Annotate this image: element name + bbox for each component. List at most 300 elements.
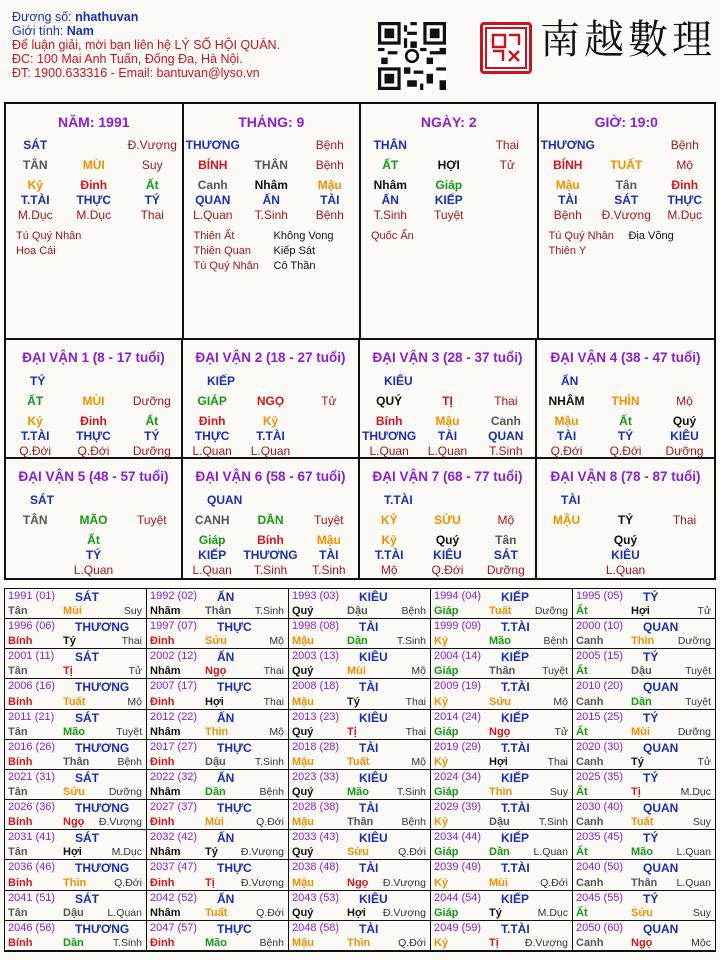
year-ts: T.Sinh (396, 635, 426, 648)
contact-line: Để luận giải, mời bạn liên hệ LÝ SỐ HỘI QUÁN. (12, 38, 281, 52)
pillar-row (6, 158, 182, 172)
pillar-chi: HỢI (437, 158, 460, 172)
year-label: 2001 (11) (8, 650, 55, 663)
year-label: 1994 (04) (434, 590, 482, 602)
year-chi: Ngọ (631, 936, 653, 949)
year-cell (573, 770, 715, 800)
dai-van-ts: Tuyệt (314, 513, 344, 527)
year-ten-god: THỰC (217, 921, 252, 936)
year-chi: Mùi (347, 665, 366, 678)
year-ts: Thai (547, 755, 568, 768)
pillar-star: Địa Võng (628, 230, 674, 242)
year-can: Mậu (292, 695, 314, 708)
dai-van-hidden-ts: Q.Đới (609, 444, 642, 458)
year-chi: Dậu (631, 665, 652, 678)
year-chi: Tuất (347, 755, 370, 768)
dai-van-hidden-can: Giáp (198, 533, 226, 547)
year-label: 2002 (12) (150, 650, 198, 663)
year-ten-god: KIẾP (501, 650, 530, 665)
pillar-row (6, 394, 181, 408)
year-ten-god: KIÊU (359, 770, 388, 785)
year-ts: Thai (263, 695, 284, 708)
year-can: Kỷ (434, 876, 449, 889)
dai-van-title: ĐẠI VẬN 8 (78 - 87 tuổi) (550, 469, 701, 484)
pillar-title: NĂM: 1991 (57, 114, 130, 130)
dai-van-hidden-can: Bính (375, 414, 403, 428)
year-chi: Tuất (63, 695, 86, 708)
pillar-row (360, 444, 535, 458)
pillar-row (6, 178, 182, 192)
year-cell (5, 830, 147, 860)
year-can: Bính (8, 635, 33, 648)
year-can: Nhâm (150, 786, 181, 799)
year-can: Nhâm (150, 906, 181, 919)
year-cell (5, 589, 147, 619)
year-ten-god: TÝ (643, 650, 659, 665)
dai-van-hidden-can: Tân (495, 533, 517, 547)
yearly-luck-table (4, 588, 716, 952)
dai-van-can: TÂN (22, 513, 48, 527)
year-cell (289, 921, 431, 951)
pillar-hidden-ts: M.Dục (17, 208, 53, 222)
dai-van-hidden-ts: Q.Đới (77, 444, 110, 458)
pillar-row (360, 548, 535, 562)
phone-email-line: ĐT: 1900.633316 - Email: bantuvan@lyso.vn (12, 66, 260, 80)
dai-van-hidden-ts: L.Quan (427, 444, 468, 458)
year-ten-god: ẤN (217, 891, 235, 906)
year-chi: Thìn (63, 876, 87, 889)
pillar-hidden-ts (478, 208, 537, 222)
year-chi: Tị (205, 876, 215, 889)
year-can: Kỷ (434, 635, 449, 648)
year-ts: L.Quan (533, 846, 568, 859)
year-label: 2039 (49) (434, 861, 482, 874)
year-label: 2011 (21) (8, 710, 55, 723)
dai-van-hidden-ts: Q.Đới (550, 444, 583, 458)
year-ten-god: KIÊU (359, 590, 388, 604)
pillar-hidden-can: Nhâm (254, 178, 288, 192)
year-cell (573, 921, 715, 951)
year-ten-god: ẤN (217, 650, 235, 665)
year-chi: Mão (63, 725, 85, 738)
dai-van-can: QUÝ (376, 394, 403, 408)
dai-van-hidden-ts: Q.Đới (431, 563, 464, 577)
year-ten-god: THỰC (217, 680, 252, 695)
year-chi: Dần (489, 846, 510, 859)
year-ten-god: QUAN (643, 921, 679, 936)
year-cell (5, 891, 147, 921)
year-ten-god: THỰC (217, 801, 252, 816)
year-chi: Tuất (205, 906, 228, 919)
pillar-chi: THÂN (254, 158, 288, 172)
dai-van-chi: DẦN (257, 513, 284, 527)
pillar-tt-top-right: Bệnh (670, 138, 699, 152)
year-chi: Tý (347, 695, 360, 708)
spacer (597, 138, 656, 152)
pillar-star: Hoa Cái (16, 245, 56, 257)
year-ten-god: KIẾP (501, 831, 530, 846)
year-can: Canh (576, 936, 604, 949)
dai-van-hidden-ts: Dưỡng (132, 444, 171, 458)
year-label: 2007 (17) (150, 680, 198, 693)
year-ten-god: TÝ (643, 710, 659, 725)
year-can: Nhâm (150, 846, 181, 859)
year-can: Quý (292, 665, 314, 678)
pillar-hidden-tt: ẤN (262, 193, 280, 207)
year-can: Canh (576, 635, 604, 648)
dai-van-hidden-tt: THƯƠNG (362, 429, 417, 443)
year-ten-god: QUAN (643, 740, 679, 755)
year-ts: Mộ (269, 725, 284, 738)
year-can: Bính (8, 816, 33, 829)
year-can: Giáp (434, 846, 459, 859)
dai-van-title: ĐẠI VẬN 3 (28 - 37 tuổi) (372, 350, 523, 365)
dai-van-hidden-can: Mậu (316, 533, 341, 547)
year-label: 2014 (24) (434, 710, 482, 723)
year-can: Bính (8, 695, 33, 708)
year-ts: Đ.Vượng (382, 876, 426, 889)
year-label: 2027 (37) (150, 801, 198, 814)
year-can: Bính (8, 936, 33, 949)
year-ts: Tử (697, 755, 711, 768)
year-can: Ất (576, 725, 588, 738)
dai-van-hidden-can (537, 533, 596, 547)
year-chi: Thìn (489, 786, 513, 799)
year-ts: Q.Đới (540, 876, 568, 889)
year-ts: Tuyệt (685, 695, 711, 708)
year-ts: Bệnh (401, 605, 426, 618)
dai-van-title: ĐẠI VẬN 6 (58 - 67 tuổi) (195, 469, 346, 484)
year-ts: Mộ (553, 695, 568, 708)
year-chi: Tuất (631, 816, 654, 829)
year-can: Giáp (434, 665, 459, 678)
dai-van-hidden-tt (6, 548, 64, 562)
year-label: 1998 (08) (292, 620, 340, 633)
dai-van-hidden-can: Kỷ (381, 533, 397, 547)
year-ts: Suy (692, 816, 711, 829)
pillar-row (537, 429, 714, 443)
year-label: 1996 (06) (8, 620, 56, 633)
year-ts: Thai (405, 695, 426, 708)
spacer (65, 138, 124, 152)
dai-van-hidden-can (6, 533, 64, 547)
year-ts: T.Sinh (254, 605, 284, 618)
year-label: 2004 (14) (434, 650, 482, 663)
year-can: Ất (576, 846, 588, 859)
pillar-hidden-tt: TÝ (144, 193, 160, 207)
pillar-hidden-tt: SÁT (614, 193, 639, 207)
year-can: Canh (576, 876, 604, 889)
year-cell (289, 770, 431, 800)
pillar-ts: Tử (499, 158, 515, 172)
year-ten-god: THƯƠNG (75, 921, 130, 936)
pillar-can: TÂN (22, 158, 48, 172)
dai-van-hidden-tt: TÝ (85, 548, 102, 562)
year-label: 2048 (58) (292, 921, 340, 934)
pillar-row (537, 444, 714, 458)
year-ts: Suy (692, 906, 711, 919)
year-ten-god: ẤN (217, 831, 235, 846)
year-ts: Thai (405, 725, 426, 738)
year-ten-god: SÁT (75, 650, 99, 665)
year-ts: Mộ (411, 755, 426, 768)
pillar-row (361, 208, 537, 222)
year-chi: Mùi (63, 605, 82, 618)
dai-van-hidden-tt: QUAN (488, 429, 524, 443)
year-label: 2046 (56) (8, 921, 56, 934)
year-chi: Sửu (489, 695, 512, 708)
dai-van-tt: TÀI (561, 493, 581, 507)
year-chi: Ngọ (489, 725, 511, 738)
year-cell (573, 891, 715, 921)
year-label: 2044 (54) (434, 891, 482, 904)
year-can: Ất (576, 665, 588, 678)
year-cell (147, 860, 289, 890)
pillar-row (183, 563, 358, 577)
year-can: Tân (8, 786, 28, 799)
year-ts: Q.Đới (398, 846, 426, 859)
year-cell (573, 740, 715, 770)
year-can: Ất (576, 605, 588, 618)
year-ts: Tử (128, 665, 142, 678)
year-ten-god: THƯƠNG (75, 740, 130, 755)
dai-van-hidden-tt: KIÊU (670, 429, 699, 443)
pillar-row (6, 208, 182, 222)
year-label: 2038 (48) (292, 861, 340, 874)
pillar-1 (184, 104, 362, 338)
year-ts: Dưỡng (677, 725, 711, 738)
dai-van-ts: Tuyệt (137, 513, 167, 527)
year-cell (431, 800, 573, 830)
year-cell (147, 921, 289, 951)
year-can: Tân (8, 605, 28, 618)
pillar-hidden-tt: TÀI (558, 193, 578, 207)
pillar-can: BÍNH (553, 158, 583, 172)
year-cell (431, 649, 573, 679)
dai-van-hidden-tt: T.TÀI (256, 429, 285, 443)
pillar-hidden-can: Nhâm (373, 178, 407, 192)
year-ten-god: THƯƠNG (75, 680, 130, 695)
year-ts: Mộc (691, 936, 711, 949)
year-cell (573, 860, 715, 890)
pillar-row (360, 414, 535, 428)
year-chi: Dần (63, 936, 84, 949)
pillar-row (6, 548, 181, 562)
pillar-row (537, 394, 714, 408)
year-ts: Tuyệt (542, 665, 568, 678)
year-ten-god: TÀI (359, 921, 379, 936)
pillar-tt-top-right: Đ.Vượng (127, 138, 177, 152)
year-chi: Dậu (63, 906, 84, 919)
pillar-row (360, 394, 535, 408)
pillar-hidden-ts: T.Sinh (373, 208, 407, 222)
year-cell (147, 679, 289, 709)
pillar-tt-top: THÂN (373, 138, 407, 152)
pillar-ts: Suy (141, 158, 163, 172)
pillar-3 (539, 104, 715, 338)
dai-van-hidden-tt: KIÊU (611, 548, 640, 562)
pillar-0 (6, 104, 184, 338)
pillar-row (6, 429, 181, 443)
pillar-row (361, 178, 537, 192)
year-chi: Ngọ (63, 816, 85, 829)
dai-van-hidden-tt: KIÊU (433, 548, 462, 562)
year-cell (289, 891, 431, 921)
pillar-tt-top: THƯƠNG (540, 138, 595, 152)
year-cell (5, 921, 147, 951)
dai-van-cell (360, 340, 537, 459)
logo-text: 南越數理 (540, 17, 716, 63)
pillar-row (183, 394, 358, 408)
pillar-row (6, 513, 181, 527)
year-label: 2047 (57) (150, 921, 198, 934)
pillar-hidden-can: Canh (197, 178, 228, 192)
year-cell (431, 770, 573, 800)
dai-van-ts: Thai (494, 394, 518, 408)
pillar-hidden-tt (478, 193, 537, 207)
year-can: Bính (8, 755, 33, 768)
year-chi: Mão (631, 846, 653, 859)
year-ts: Tuyệt (685, 665, 711, 678)
year-ts: Dưỡng (677, 635, 711, 648)
year-chi: Tị (631, 786, 641, 799)
year-label: 2017 (27) (150, 740, 198, 753)
dai-van-ts: Mộ (497, 513, 515, 527)
dai-van-hidden-tt: TÝ (617, 429, 634, 443)
pillar-row (6, 138, 182, 152)
pillar-hidden-ts: Bệnh (315, 208, 344, 222)
year-chi: Dậu (205, 755, 226, 768)
year-can: Mậu (292, 635, 314, 648)
pillar-row (539, 178, 715, 192)
dai-van-hidden-ts: L.Quan (605, 563, 646, 577)
year-label: 2020 (30) (576, 740, 624, 753)
year-can: Quý (292, 906, 314, 919)
year-ten-god: QUAN (643, 801, 679, 816)
year-chi: Hợi (489, 755, 508, 768)
year-chi: Mùi (205, 816, 224, 829)
year-cell (573, 710, 715, 740)
dai-van-hidden-ts: L.Quan (192, 563, 232, 577)
year-label: 1995 (05) (576, 590, 624, 602)
year-ten-god: KIÊU (359, 710, 388, 725)
dai-van-tt: KIẾP (207, 374, 236, 388)
pillar-row (537, 414, 714, 428)
dai-van-can: NHÂM (548, 394, 585, 408)
pillar-tt-top: THƯƠNG (185, 138, 240, 152)
dai-van-chi: NGỌ (256, 394, 285, 408)
year-label: 2016 (26) (8, 740, 56, 753)
pillar-ts: Mộ (676, 158, 694, 172)
pillar-hidden-can (478, 178, 537, 192)
pillar-can: BÍNH (198, 158, 228, 172)
year-ten-god: T.TÀI (501, 740, 530, 755)
dai-van-hidden-tt: TÀI (319, 548, 339, 562)
year-chi: Hợi (631, 605, 650, 618)
pillar-hidden-tt: ẤN (381, 193, 399, 207)
year-label: 2025 (35) (576, 770, 624, 783)
dai-van-hidden-can: Đinh (80, 414, 107, 428)
year-ts: M.Dục (537, 906, 568, 919)
dai-van-cell (183, 459, 360, 578)
year-can: Ất (576, 906, 588, 919)
pillar-hidden-can: Tân (615, 178, 637, 192)
red-seal-icon (480, 22, 532, 74)
year-ts: Mộ (269, 635, 284, 648)
year-label: 2003 (13) (292, 650, 340, 663)
year-label: 2024 (34) (434, 770, 482, 783)
dai-van-tt: ẤN (561, 374, 579, 388)
dai-van-hidden-can: Ất (619, 414, 632, 428)
year-ts: L.Quan (676, 876, 711, 889)
year-label: 2000 (10) (576, 620, 624, 633)
year-chi: Mùi (631, 725, 650, 738)
year-label: 2037 (47) (150, 861, 198, 874)
year-cell (431, 619, 573, 649)
year-chi: Hợi (347, 906, 366, 919)
dai-van-tt: QUAN (207, 493, 243, 507)
year-can: Tân (8, 665, 28, 678)
pillar-row (184, 158, 360, 172)
year-ten-god: QUAN (643, 620, 679, 635)
dai-van-hidden-can (123, 533, 181, 547)
year-label: 1992 (02) (150, 590, 198, 602)
pillar-hidden-can: Mậu (317, 178, 342, 192)
dai-van-hidden-tt: THỰC (194, 429, 230, 443)
pillar-title: GIỜ: 19:0 (594, 114, 658, 130)
year-cell (573, 830, 715, 860)
year-can: Kỷ (434, 936, 449, 949)
pillar-row (539, 208, 715, 222)
dai-van-ts: Dưỡng (132, 394, 171, 408)
year-ten-god: KIẾP (501, 770, 530, 785)
year-ten-god: THƯƠNG (75, 620, 130, 635)
dai-van-title: ĐẠI VẬN 4 (38 - 47 tuổi) (550, 350, 701, 365)
year-ts: Đ.Vượng (524, 936, 568, 949)
year-label: 2028 (38) (292, 801, 340, 814)
year-ten-god: KIẾP (501, 590, 530, 604)
pillar-row (183, 429, 358, 443)
pillar-hidden-ts: M.Dục (667, 208, 703, 222)
year-ten-god: T.TÀI (501, 620, 530, 635)
pillar-row (361, 193, 537, 207)
dai-van-hidden-tt (123, 548, 181, 562)
dai-van-cell (537, 459, 714, 578)
year-label: 2040 (50) (576, 861, 624, 874)
dai-van-hidden-ts: Q.Đới (19, 444, 52, 458)
year-ten-god: TÀI (359, 861, 379, 876)
year-can: Tân (8, 725, 28, 738)
four-pillars-panel (4, 102, 716, 340)
pillar-star: Tú Quý Nhân (193, 260, 259, 272)
year-chi: Thân (205, 605, 232, 618)
year-ten-god: THỰC (217, 620, 252, 635)
year-cell (431, 830, 573, 860)
year-chi: Thân (347, 816, 374, 829)
year-ts: L.Quan (676, 846, 711, 859)
year-can: Đinh (150, 755, 175, 768)
year-ten-god: T.TÀI (501, 921, 530, 936)
year-label: 2013 (23) (292, 710, 340, 723)
dai-van-hidden-tt (300, 429, 358, 443)
year-ten-god: ẤN (217, 590, 235, 604)
dai-van-hidden-tt: T.TÀI (20, 429, 50, 443)
pillar-row (183, 414, 358, 428)
year-can: Giáp (434, 725, 459, 738)
year-chi: Mão (489, 635, 511, 648)
year-chi: Tuất (489, 605, 512, 618)
year-chi: Thân (631, 876, 658, 889)
